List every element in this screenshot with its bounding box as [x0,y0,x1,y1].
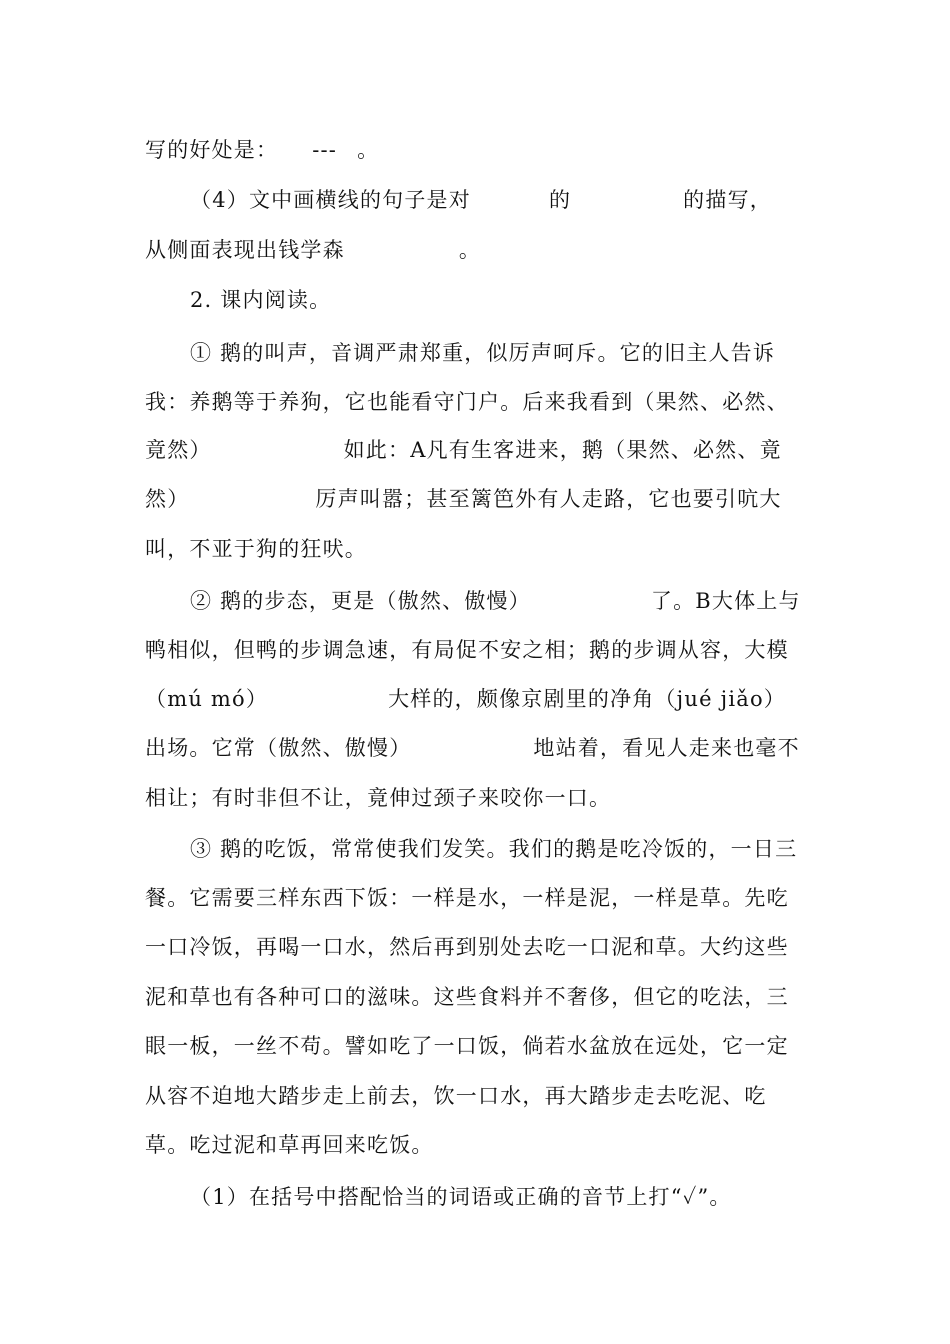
p2-l4-b: 地站着，看见人走来也毫不 [533,736,800,760]
paragraph-3-line-7: 草。吃过泥和草再回来吃饭。 [145,1133,434,1157]
paragraph-2-line-5: 相让；有时非但不让，竟伸过颈子来咬你一口。 [145,786,612,810]
paragraph-3-line-4: 泥和草也有各种可口的滋味。这些食料并不奢侈，但它的吃法，三 [145,985,789,1009]
paragraph-3-line-1: ③ 鹅的吃饭，常常使我们发笑。我们的鹅是吃冷饭的，一日三 [190,837,798,861]
paragraph-2-line-4 [145,733,810,763]
question-1: （1）在括号中搭配恰当的词语或正确的音节上打“✓”。 [190,1185,732,1209]
paragraph-1-line-1: ① 鹅的叫声，音调严肃郑重，似厉声呵斥。它的旧主人告诉 [190,341,776,365]
q3-end: 。 [357,138,380,162]
paragraph-1-line-4 [145,484,810,514]
paragraph-2-line-3 [145,684,810,714]
q4-text-d: 从侧面表现出钱学森 [145,238,345,262]
p1-l3-a: 竟然） [145,438,212,462]
paragraph-1-line-2: 我：养鹅等于养狗，它也能看守门户。后来我看到（果然、必然、 [145,390,789,414]
p1-l4-b: 厉声叫嚣；甚至篱笆外有人走路，它也要引吭大 [315,487,782,511]
question-4-line-1 [190,185,855,215]
q4-text-e: 。 [458,238,482,262]
p1-l3-b: 如此：A凡有生客进来，鹅（果然、必然、竟 [343,438,782,462]
q4-text-a: （4）文中画横线的句子是对 [190,188,471,212]
q3-text: 写的好处是： [145,138,279,162]
p2-l1-a: ② 鹅的步态，更是（傲然、傲慢） [190,589,531,613]
paragraph-3-line-2: 餐。它需要三样东西下饭：一样是水，一样是泥，一样是草。先吃 [145,886,789,910]
q3-dashes: --- [312,138,338,162]
paragraph-2-line-2: 鸭相似，但鸭的步调急速，有局促不安之相；鹅的步调从容，大模 [145,638,789,662]
paragraph-3-line-5: 眼一板，一丝不苟。譬如吃了一口饭，倘若水盆放在远处，它一定 [145,1034,789,1058]
p2-l3-a: （mú mó） [145,687,269,711]
question-4-line-2 [145,235,810,265]
question-3-tail [145,135,810,165]
q4-text-b: 的 [548,188,572,212]
section-2-title: 2. 课内阅读。 [190,288,332,312]
paragraph-1-line-5: 叫，不亚于狗的狂吠。 [145,537,367,561]
p2-l1-b: 了。B大体上与 [650,589,801,613]
paragraph-3-line-3: 一口冷饭，再喝一口水，然后再到别处去吃一口泥和草。大约这些 [145,935,789,959]
paragraph-1-line-3 [145,435,810,465]
paragraph-3-line-6: 从容不迫地大踏步走上前去，饮一口水，再大踏步走去吃泥、吃 [145,1084,767,1108]
paragraph-2-line-1 [190,586,855,616]
p2-l3-b: 大样的，颇像京剧里的净角（jué jiǎo） [388,687,787,711]
p2-l4-a: 出场。它常（傲然、傲慢） [145,736,412,760]
p1-l4-a: 然） [145,487,190,511]
q4-text-c: 的描写， [683,188,772,212]
